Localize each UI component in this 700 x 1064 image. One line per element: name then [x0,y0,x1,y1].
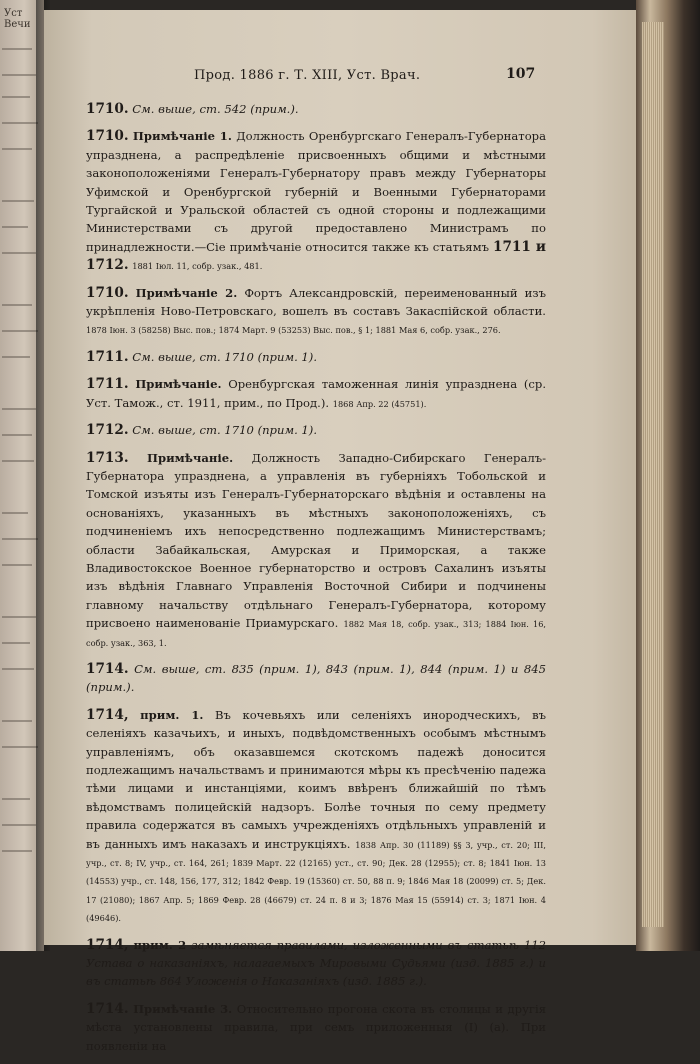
page-leaves [642,22,664,927]
note-label: Примѣчаніе 2. [135,285,238,300]
article-entry [86,348,546,366]
note-label: Примѣчаніе. [147,450,234,465]
legal-citation: 1882 Мая 18, собр. узак., 313; 1884 Іюн. 16, собр. узак., 363, 1. [86,619,547,648]
article-text: замѣняется правилами, изложенными въ статьѣ 112 Устава о наказаніяхъ, налагаемыхъ Мировыми Судьями (изд. 1885 г.) и въ статьѣ 864 Уложенія о Наказаніяхъ (изд. 1885 г.). [86,937,547,989]
note-label: Примѣчаніе. [135,377,222,392]
note-label: Примѣчаніе 3. [133,1001,233,1016]
article-entry [86,284,546,339]
legal-citation: 1838 Апр. 30 (11189) §§ 3, учр., ст. 20; III, учр., ст. 8; IV, учр., ст. 164, 261; 1839 Март. 22 (12165) уст., ст. 90; Дек. 28 (12955); ст. 8; 1841 Іюн. 13 (14553) учр., ст. 148, 156, 177, 312; 1842 Февр. 19 (15360) ст. 50, 88 п. 9; 1846 Мая 18 (20099) ст. 5; Дек. 17 (21080); 1867 Апр. 5; 1869 Февр. 28 (46679) ст. 24 п. 8 и 3; 1876 Мая 15 (55914) ст. 3; 1871 Іюн. 4 (49646). [86,839,546,924]
page-body [86,100,546,1064]
article-entry [86,421,546,439]
article-entry [86,449,546,651]
left-page-header: Уст Вечи [4,8,31,30]
article-number: 1710. [86,284,129,301]
article-text: Относительно прогона скота въ столицы и другія мѣста установлены правила, при семъ приложенныя (I) (а). При появленіи на [86,1001,547,1053]
article-number: 1712. [86,422,129,439]
article-entry [86,936,546,991]
article-number: 1711. [86,348,129,365]
cross-reference: См. выше, ст. 1710 (прим. 1). [132,423,318,438]
page-number: 107 [506,66,536,82]
legal-citation: 1868 Апр. 22 (45751). [332,398,427,409]
legal-citation: 1881 Іюл. 11, собр. узак., 481. [132,261,263,272]
article-number: 1714, [86,936,129,953]
running-head-title: Прод. 1886 г. Т. XIII, Уст. Врач. [194,68,421,83]
article-text: Должность Западно-Сибирскаго Генералъ-Губернатора упразднена, а управленія въ губерніяхъ Тобольской и Томской изъяты изъ Генералъ-Губернаторскаго вѣдѣнія и оставлены на основаніяхъ, указанныхъ въ мѣстныхъ законоположеніяхъ, съ подчиненіемъ ихъ непосредственно подлежащимъ Министерствамъ; области Забайкальская, Амурская и Приморская, а также Владивостокское Военное губернаторство и островъ Сахалинъ изъяты изъ вѣдѣнія Главнаго Управленія Восточной Сибири и подчинены главному начальству отдѣльнаго Генералъ-Губернатора, которому присвоено наименованіе Приамурскаго. [86,450,547,631]
note-label: прим. 2 [133,937,187,952]
article-entry [86,1000,546,1055]
article-number: 1711. [86,376,129,393]
article-number: 1710. [86,128,129,145]
article-entry [86,706,546,927]
book-page [44,10,640,1053]
cross-reference: См. выше, ст. 835 (прим. 1), 843 (прим. 1), 844 (прим. 1) и 845 (прим.). [86,661,546,695]
running-head [44,68,640,88]
article-entry [86,127,546,274]
article-text: Должность Оренбургскаго Генералъ-Губернатора упразднена, а распредѣленіе присвоенныхъ общими и мѣстными законоположеніями Генералъ-Губернатору правъ между Губернаторы Уфимской и Оренбургской губерній и Военными Губернаторами Тургайской и Уральской областей съ одной стороны и подлежащими Министерствами съ другой предоставлено Министрамъ по принадлежности.—Сіе примѣчаніе относится также къ статьямъ [86,129,547,254]
article-text: Оренбургская таможенная линія упразднена (ср. Уст. Тамож., ст. 1911, прим., по Прод.). [86,377,546,410]
article-number: 1714. [86,660,129,677]
article-number: 1714. [86,1000,129,1017]
article-entry [86,100,546,118]
note-label: Примѣчаніе 1. [132,129,232,144]
article-entry [86,660,546,697]
article-number: 1713. [86,449,129,466]
article-reference: 1711 и 1712. [86,238,546,274]
book-page-edges [636,0,700,951]
article-text: Въ кочевьяхъ или селеніяхъ инородческихъ, въ селеніяхъ казачьихъ, и иныхъ, подвѣдомственныхъ особымъ мѣстнымъ управленіямъ, объ оказавшемся скотскомъ падежѣ доносится подлежащимъ начальствамъ и принимаются мѣры къ пресѣченію падежа тѣми лицами и инстанціями, коимъ ввѣренъ ближайшій по тѣмъ вѣдомствамъ полицейскій надзоръ. Болѣе точныя по сему предмету правила содержатся въ самыхъ учрежденіяхъ отдѣльныхъ управленій и въ данныхъ имъ наказахъ и инструкціяхъ. [86,707,547,851]
cross-reference: См. выше, ст. 542 (прим.). [132,102,299,116]
article-number: 1714, [86,706,129,723]
article-entry [86,375,546,412]
legal-citation: 1878 Іюн. 3 (58258) Выс. пов.; 1874 Март. 9 (53253) Выс. пов., § 1; 1881 Мая 6, собр. узак., 276. [86,325,501,336]
cross-reference: См. выше, ст. 1710 (прим. 1). [132,349,318,364]
article-text: Фортъ Александровскій, переименованный изъ укрѣпленія Ново-Петровскаго, вошелъ въ составъ Закаспійской области. [86,285,547,319]
article-number: 1710. [86,101,129,117]
note-label: прим. 1. [140,707,204,722]
